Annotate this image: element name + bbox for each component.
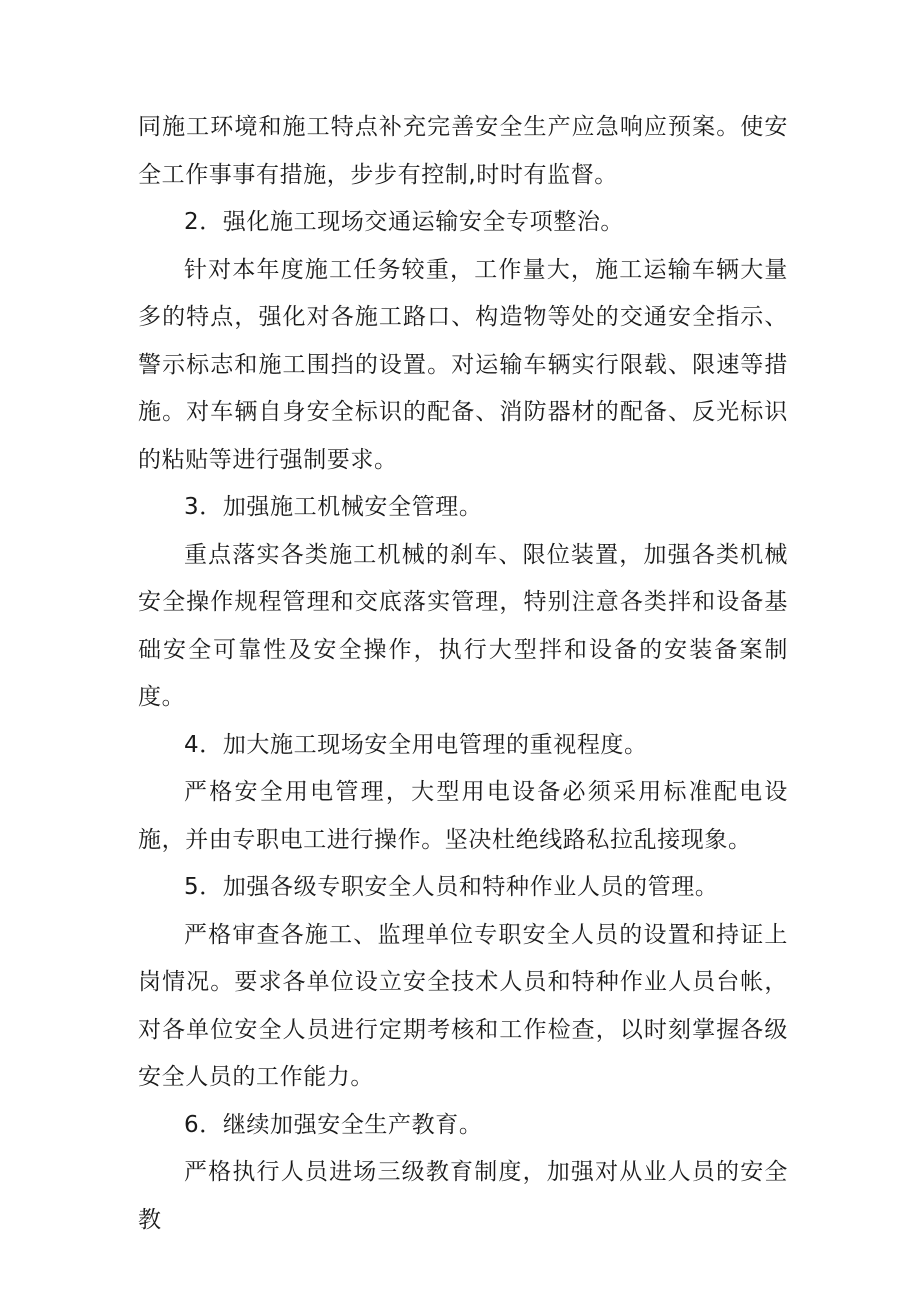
paragraph-machinery-safety: 重点落实各类施工机械的刹车、限位装置，加强各类机械安全操作规程管理和交底落实管理，特别注意各类拌和设备基础安全可靠性及安全操作，执行大型拌和设备的安装备案制度。	[138, 541, 788, 710]
paragraph-electrical-safety: 严格安全用电管理，大型用电设备必须采用标准配电设施，并由专职电工进行操作。坚决杜绝线路私拉乱接现象。	[138, 779, 788, 853]
section-heading-4: 4．加大施工现场安全用电管理的重视程度。	[184, 731, 648, 758]
section-heading-2: 2．强化施工现场交通运输安全专项整治。	[184, 209, 625, 235]
paragraph-personnel-management: 严格审查各施工、监理单位专职安全人员的设置和持证上岗情况。要求各单位设立安全技术人员和特种作业人员台帐，对各单位安全人员进行定期考核和工作检查，以时刻掌握各级安全人员的工作能力。	[138, 921, 788, 1090]
section-heading-3: 3．加强施工机械安全管理。	[184, 494, 483, 520]
paragraph-traffic-safety: 针对本年度施工任务较重，工作量大，施工运输车辆大量多的特点，强化对各施工路口、构造物等处的交通安全指示、警示标志和施工围挡的设置。对运输车辆实行限载、限速等措施。对车辆自身安全标识的配备、消防器材的配备、反光标识的粘贴等进行强制要求。	[138, 256, 788, 473]
paragraph-continuation: 同施工环境和施工特点补充完善安全生产应急响应预案。使安全工作事事有措施，步步有控制,时时有监督。	[138, 114, 788, 188]
section-heading-5: 5．加强各级专职安全人员和特种作业人员的管理。	[184, 874, 719, 900]
section-heading-6: 6．继续加强安全生产教育。	[184, 1111, 483, 1138]
document-body	[138, 104, 788, 1244]
paragraph-safety-education: 严格执行人员进场三级教育制度，加强对从业人员的安全教	[138, 1159, 788, 1233]
